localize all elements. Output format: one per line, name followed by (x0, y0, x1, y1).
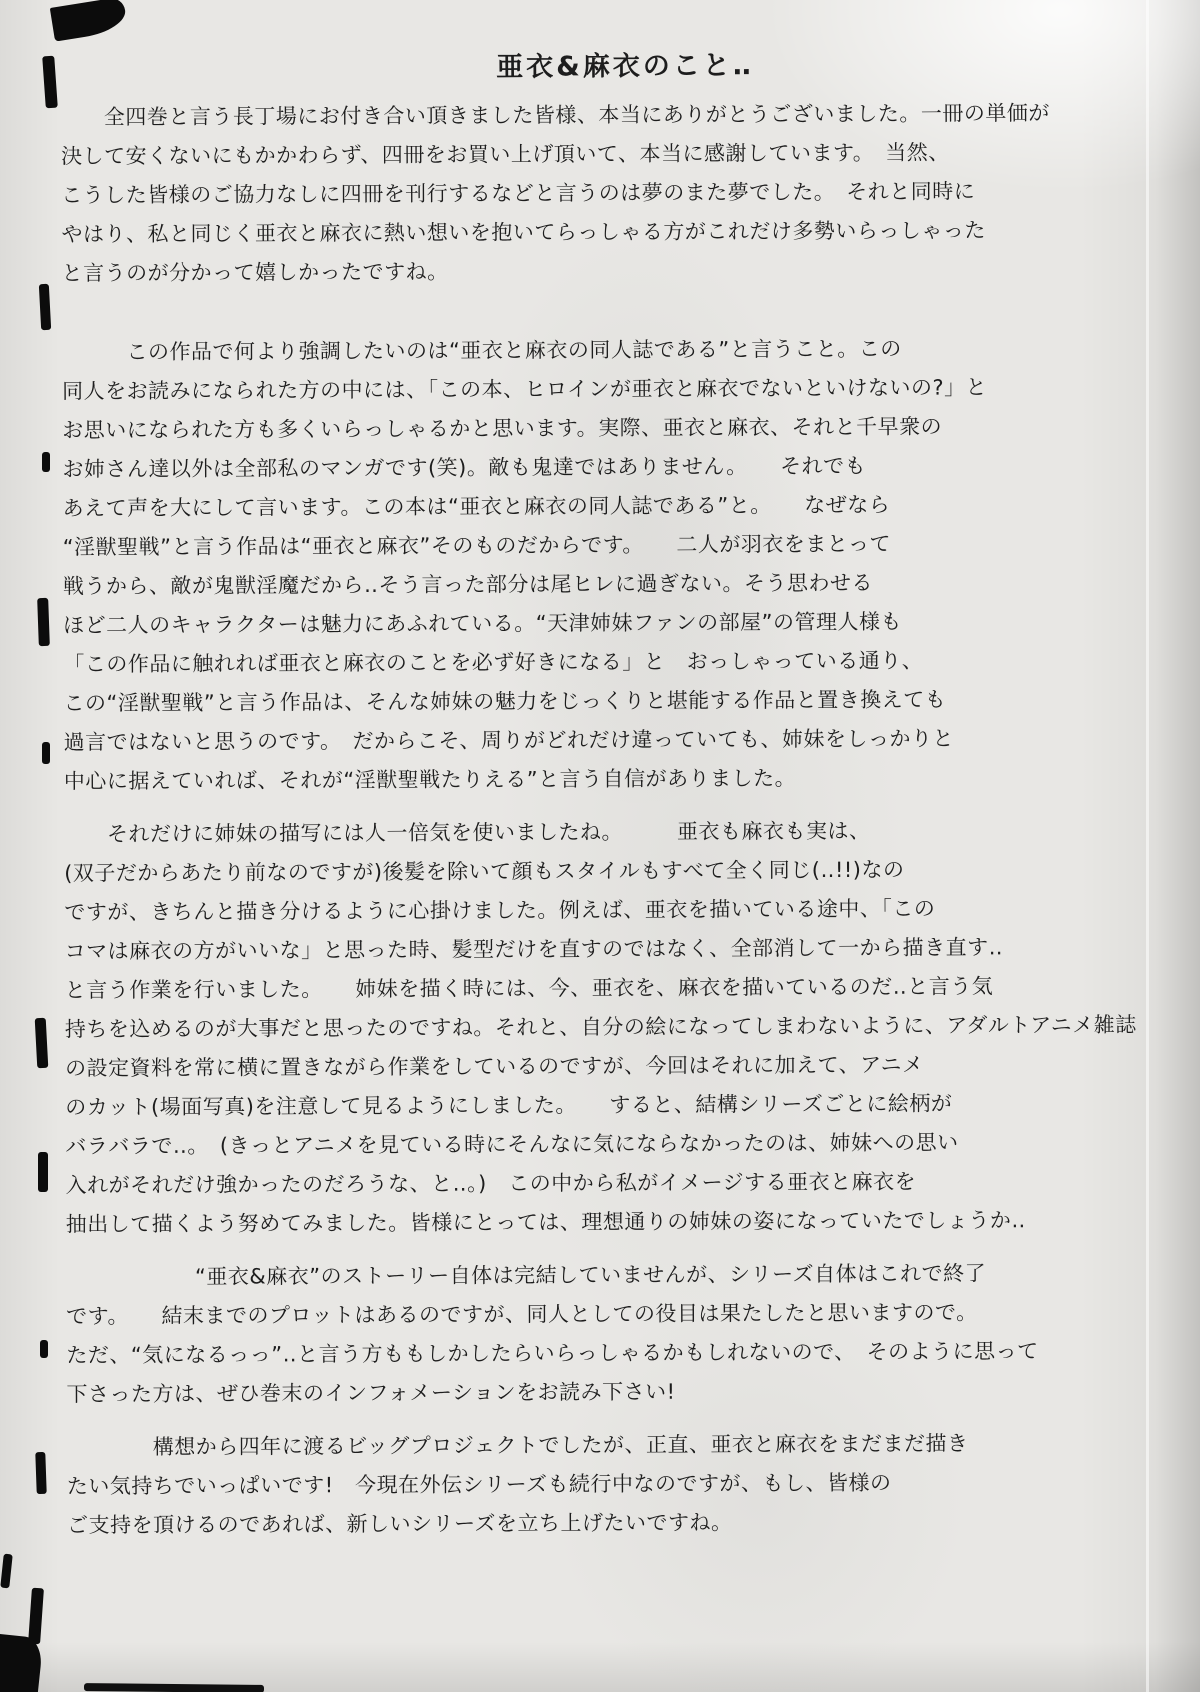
text-line: 下さった方は、ぜひ巻末のインフォメーションをお読み下さい! (66, 1379, 676, 1407)
binding-mark (40, 1340, 48, 1358)
binding-mark (35, 1452, 46, 1494)
page-title: 亜衣&麻衣のこと‥ (496, 50, 754, 83)
text-line: それだけに姉妹の描写には人一倍気を使いましたね。 亜衣も麻衣も実は、 (63, 818, 871, 847)
text-line: (双子だからあたり前なのですが)後髪を除いて顔もスタイルもすべて全く同じ(‥!!)なの (64, 857, 905, 886)
text-line: 中心に据えていれば、それが“淫獣聖戦たりえる”と言う自信がありました。 (63, 766, 797, 794)
text-line: バラバラで‥。 (きっとアニメを見ている時にそんなに気にならなかったのは、姉妹への思い (65, 1130, 959, 1159)
text-line: 構想から四年に渡るビッグプロジェクトでしたが、正直、亜衣と麻衣をまだまだ描き (66, 1431, 969, 1460)
binding-mark (42, 742, 50, 764)
text-line: こうした皆様のご協力なしに四冊を刊行するなどと言うのは夢のまた夢でした。 それと同時に (61, 179, 976, 208)
binding-mark (35, 1018, 49, 1069)
afterword-text (61, 94, 1147, 1560)
scan-artifact-corner-top-left (50, 0, 128, 42)
text-line: と言う作業を行いました。 姉妹を描く時には、今、亜衣を、麻衣を描いているのだ‥と言う気 (64, 974, 994, 1003)
text-line: 全四巻と言う長丁場にお付き合い頂きました皆様、本当にありがとうございました。一冊の単価が (60, 101, 1050, 130)
text-line: ご支持を頂けるのであれば、新しいシリーズを立ち上げたいですね。 (66, 1510, 733, 1538)
text-line: “淫獣聖戦”と言う作品は“亜衣と麻衣”そのものだからです。 二人が羽衣をまとって (62, 531, 892, 560)
text-line: 抽出して描くよう努めてみました。皆様にとっては、理想通りの姉妹の姿になっていたでしょうか‥ (65, 1208, 1026, 1237)
text-line: たい気持ちでいっぱいです! 今現在外伝シリーズも続行中なのですが、もし、皆様の (66, 1470, 892, 1499)
text-line: ただ、“気になるっっ”‥と言う方ももしかしたらいらっしゃるかもしれないので、 そのように思って (66, 1339, 1039, 1368)
text-line: ですが、きちんと描き分けるように心掛けました。例えば、亜衣を描いている途中、「この (64, 896, 936, 925)
binding-mark (28, 1588, 44, 1645)
text-line: この作品で何より強調したいのは“亜衣と麻衣の同人誌である”と言うこと。この (61, 336, 902, 365)
text-line: 決して安くないにもかかわらず、四冊をお買い上げ頂いて、本当に感謝しています。 当然、 (61, 140, 950, 169)
binding-mark (39, 284, 51, 330)
binding-mark (0, 1554, 13, 1589)
paragraph (66, 1254, 1147, 1415)
paragraph (62, 329, 1144, 802)
text-line: 入れがそれだけ強かったのだろうな、と‥。) この中から私がイメージする亜衣と麻衣を (65, 1169, 917, 1198)
text-line: 持ちを込めるのが大事だと思ったのですね。それと、自分の絵になってしまわないように、アダルトアニメ雑誌 (64, 1012, 1137, 1042)
text-line: 「この作品に触れれば亜衣と麻衣のことを必ず好きになる」と おっしゃっている通り、 (63, 648, 924, 677)
text-line: お姉さん達以外は全部私のマンガです(笑)。敵も鬼達ではありません。 それでも (62, 453, 867, 482)
text-line: 過言ではないと思うのです。 だからこそ、周りがどれだけ違っていても、姉妹をしっかりと (63, 726, 955, 755)
paragraph (64, 811, 1146, 1245)
text-line: コマは麻衣の方がいいな」と思った時、髪型だけを直すのではなく、全部消して一から描き直す‥ (64, 935, 1004, 964)
scan-artifact-bottom-edge (84, 1683, 264, 1692)
text-line: 同人をお読みになられた方の中には、「この本、ヒロインが亜衣と麻衣でないといけないの?」と (62, 375, 988, 404)
text-line: やはり、私と同じく亜衣と麻衣に熱い想いを抱いてらっしゃる方がこれだけ多勢いらっしゃった (61, 218, 986, 247)
paragraph (67, 1424, 1148, 1546)
text-line: です。 結末までのプロットはあるのですが、同人としての役目は果たしたと思いますので。 (66, 1300, 978, 1329)
paragraph (61, 94, 1142, 294)
text-line: の設定資料を常に横に置きながら作業をしているのですが、今回はそれに加えて、アニメ (64, 1052, 924, 1081)
text-line: ほど二人のキャラクターは魅力にあふれている。“天津姉妹ファンの部屋”の管理人様も (63, 609, 903, 638)
text-line: と言うのが分かって嬉しかったですね。 (61, 259, 449, 286)
text-line: 戦うから、敵が鬼獣淫魔だから‥そう言った部分は尾ヒレに過ぎない。そう思わせる (62, 570, 874, 599)
binding-mark (38, 1152, 48, 1192)
text-line: この“淫獣聖戦”と言う作品は、そんな姉妹の魅力をじっくりと堪能する作品と置き換えても (63, 687, 947, 716)
text-line: お思いになられた方も多くいらっしゃるかと思います。実際、亜衣と麻衣、それと千早衆の (62, 414, 943, 443)
text-line: あえて声を大にして言います。この本は“亜衣と麻衣の同人誌である”と。 なぜなら (62, 492, 891, 521)
text-line: のカット(場面写真)を注意して見るようにしました。 すると、結構シリーズごとに絵柄が (65, 1091, 953, 1120)
binding-mark (37, 598, 50, 646)
binding-mark (42, 452, 50, 472)
text-line: “亜衣&麻衣”のストーリー自体は完結していませんが、シリーズ自体はこれで終了 (65, 1261, 987, 1290)
